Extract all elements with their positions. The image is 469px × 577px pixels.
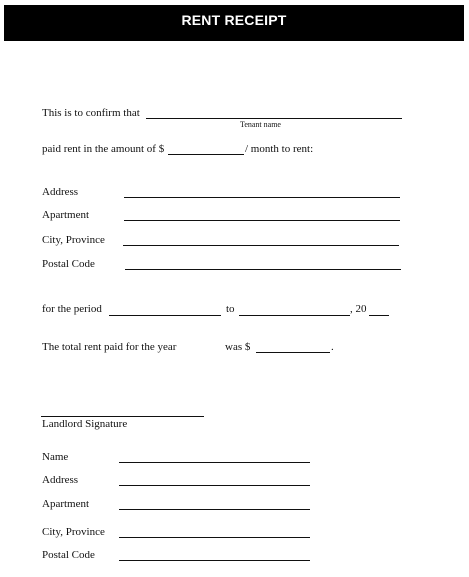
address-field[interactable] (124, 197, 400, 198)
period-end-field[interactable] (239, 315, 350, 316)
city-province-label: City, Province (42, 234, 105, 246)
rent-amount-field[interactable] (168, 154, 244, 155)
landlord-postal-code-label: Postal Code (42, 549, 95, 561)
period-year-field[interactable] (369, 315, 389, 316)
period-label: for the period (42, 303, 102, 315)
landlord-apartment-field[interactable] (119, 509, 310, 510)
tenant-name-field[interactable] (146, 118, 402, 119)
page-title: RENT RECEIPT (181, 12, 287, 28)
landlord-address-field[interactable] (119, 485, 310, 486)
landlord-signature-label: Landlord Signature (42, 418, 128, 430)
tenant-name-caption: Tenant name (240, 120, 281, 129)
period-start-field[interactable] (109, 315, 221, 316)
total-amount-field[interactable] (256, 352, 330, 353)
landlord-name-field[interactable] (119, 462, 310, 463)
total-was-label: was $ (225, 341, 251, 353)
total-period: . (331, 341, 334, 353)
apartment-field[interactable] (124, 220, 400, 221)
postal-code-label: Postal Code (42, 258, 95, 270)
confirm-label: This is to confirm that (42, 107, 140, 119)
postal-code-field[interactable] (125, 269, 401, 270)
landlord-postal-code-field[interactable] (119, 560, 310, 561)
landlord-name-label: Name (42, 451, 69, 463)
period-year-prefix: , 20 (350, 303, 367, 315)
header-bar (4, 5, 464, 41)
amount-label: paid rent in the amount of $ (42, 143, 165, 155)
amount-suffix: / month to rent: (245, 143, 314, 155)
city-province-field[interactable] (123, 245, 399, 246)
total-label: The total rent paid for the year (42, 341, 177, 353)
landlord-address-label: Address (42, 474, 79, 486)
address-label: Address (42, 186, 79, 198)
landlord-city-province-label: City, Province (42, 526, 105, 538)
period-to-label: to (226, 303, 235, 315)
landlord-city-province-field[interactable] (119, 537, 310, 538)
landlord-signature-field[interactable] (41, 416, 204, 417)
landlord-apartment-label: Apartment (42, 498, 90, 510)
apartment-label: Apartment (42, 209, 90, 221)
